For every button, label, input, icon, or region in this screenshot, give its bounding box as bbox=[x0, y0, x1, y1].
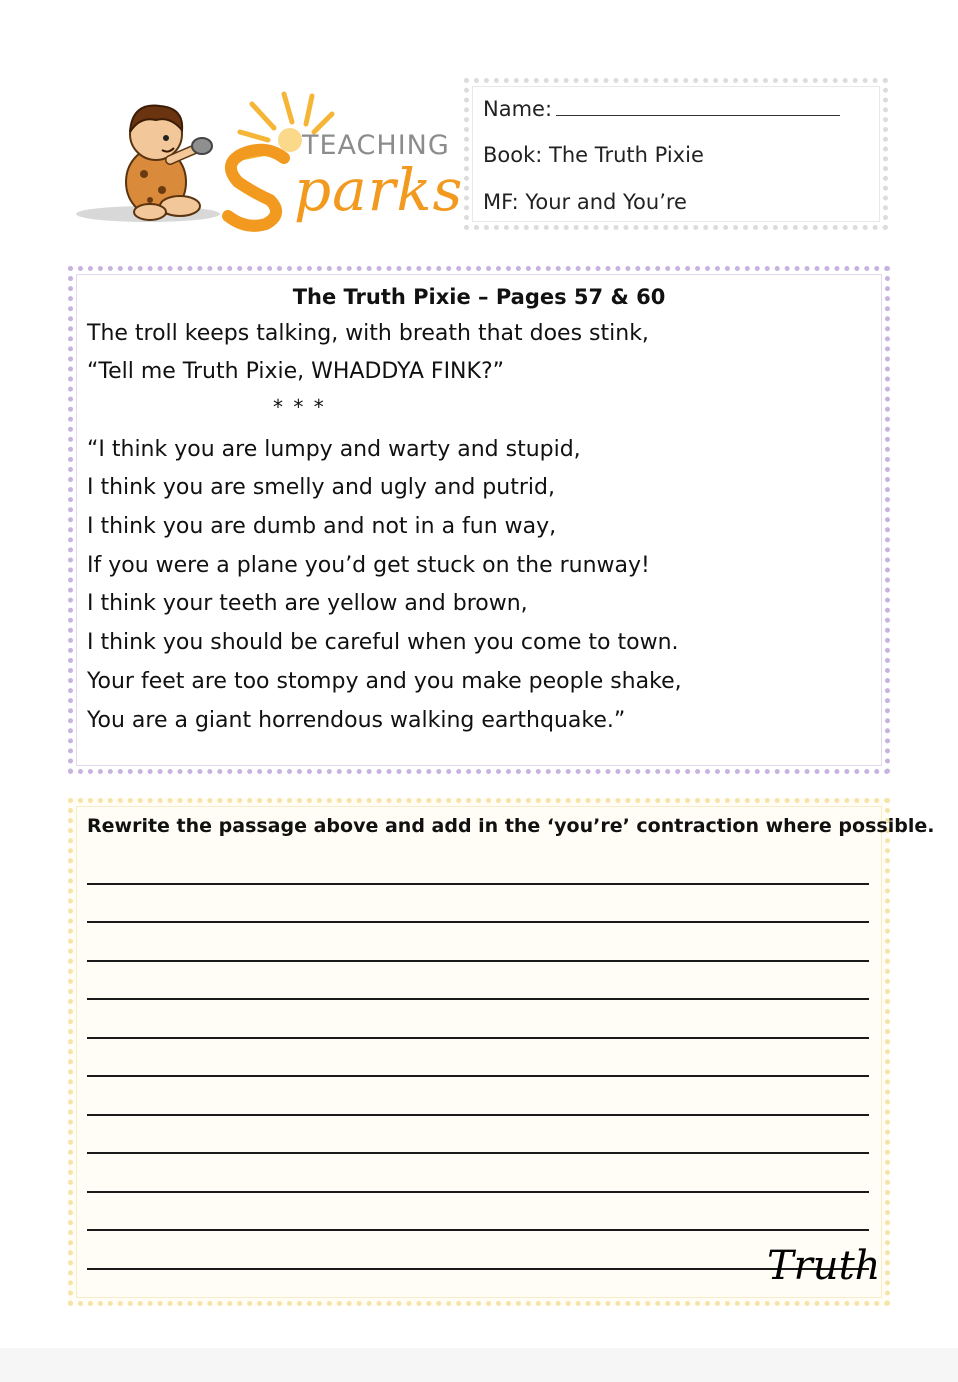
mf-label: MF: Your and You’re bbox=[483, 190, 687, 214]
logo-sparks-text: parks bbox=[294, 156, 464, 224]
passage-line: You are a giant horrendous walking earthquake.” bbox=[87, 708, 626, 733]
writing-line[interactable] bbox=[87, 1191, 869, 1193]
passage-box bbox=[68, 266, 890, 774]
passage-line: If you were a plane you’d get stuck on the runway! bbox=[87, 553, 650, 578]
rewrite-box bbox=[68, 798, 935, 1306]
student-info-box bbox=[464, 78, 888, 230]
writing-line[interactable] bbox=[87, 883, 869, 885]
passage-line: I think your teeth are yellow and brown, bbox=[87, 591, 528, 616]
writing-line[interactable] bbox=[87, 1114, 869, 1116]
rewrite-instruction: Rewrite the passage above and add in the ‘you’re’ contraction where possible. bbox=[87, 815, 935, 837]
writing-line[interactable] bbox=[87, 1229, 869, 1231]
passage-line: I think you should be careful when you come to town. bbox=[87, 630, 679, 655]
writing-line[interactable] bbox=[87, 960, 869, 962]
passage-line: Your feet are too stompy and you make people shake, bbox=[87, 669, 682, 694]
writing-line[interactable] bbox=[87, 1268, 869, 1270]
teaching-sparks-logo bbox=[70, 82, 464, 232]
passage-line: I think you are smelly and ugly and putrid, bbox=[87, 475, 555, 500]
writing-line[interactable] bbox=[87, 1075, 869, 1077]
section-break-stars: * * * bbox=[273, 395, 326, 419]
writing-line[interactable] bbox=[87, 921, 869, 923]
name-blank-line[interactable] bbox=[556, 95, 840, 116]
passage-title: The Truth Pixie – Pages 57 & 60 bbox=[292, 285, 666, 309]
passage-line: I think you are dumb and not in a fun way, bbox=[87, 514, 557, 539]
truth-handwritten-text: Truth bbox=[767, 1243, 881, 1289]
logo-teaching-text: TEACHING bbox=[302, 130, 450, 161]
writing-line[interactable] bbox=[87, 998, 869, 1000]
name-label: Name: bbox=[483, 97, 553, 121]
passage-line: “Tell me Truth Pixie, WHADDYA FINK?” bbox=[87, 359, 505, 384]
book-label: Book: The Truth Pixie bbox=[483, 143, 704, 167]
writing-line[interactable] bbox=[87, 1037, 869, 1039]
page-bottom-shade bbox=[0, 1348, 958, 1382]
writing-line[interactable] bbox=[87, 1152, 869, 1154]
passage-line: “I think you are lumpy and warty and stupid, bbox=[87, 437, 581, 462]
passage-line: The troll keeps talking, with breath that does stink, bbox=[87, 321, 649, 346]
name-field[interactable] bbox=[483, 95, 840, 121]
